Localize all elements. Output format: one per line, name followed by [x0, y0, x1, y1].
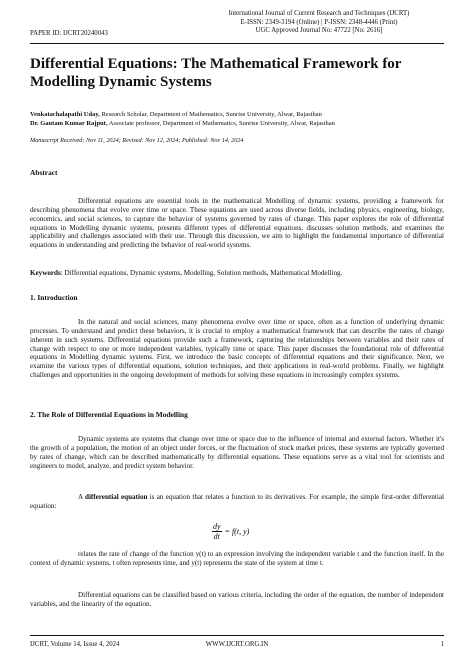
page-number: 1 — [440, 641, 444, 648]
manuscript-dates: Manuscript Received: Nov 11, 2024; Revised: Nov 12, 2024; Published: Nov 14, 2024 — [30, 137, 244, 144]
journal-name: International Journal of Current Research and Techniques (IJCRT) — [228, 10, 410, 17]
differential-equation — [212, 520, 249, 542]
footer-website: WWW.IJCRT.ORG.IN — [205, 641, 269, 648]
author-2 — [30, 120, 444, 129]
abstract-heading: Abstract — [30, 168, 58, 177]
section-2-paragraph-4: Differential equations can be classified based on various criteria, including the order of the equation, the number of independent variables, and the linearity of the equation. — [30, 591, 444, 608]
section-2-paragraph-3: relates the rate of change of the function y(t) to an expression involving the independent variable t and the function itself. In the context of dynamic systems, t often represents time, and y(t) represents the state of the system at time t. — [30, 550, 444, 567]
author-list — [30, 111, 444, 128]
eq-rhs: = f(t, y) — [224, 526, 250, 536]
abstract-text: Differential equations are essential tools in the mathematical Modelling of dynamic systems, providing a framework for describing phenomena that evolve over time or space. These equations are used across diverse fields, including physics, engineering, biology, economics, and social sciences, to capture the behavior of systems governed by rates of change. This paper explores the role of differential equations in Modelling dynamic systems, presents different types of differential equations, discusses solution methods, and examines the applicability and challenges associated with their use. Through this discussion, we aim to highlight the fundamental importance of differential equations in understanding and predicting the behavior of real-world systems. — [30, 197, 444, 250]
section-2-heading: 2. The Role of Differential Equations in Modelling — [30, 410, 188, 419]
footer-volume: IJCRT, Volume 14, Issue 4, 2024 — [30, 641, 120, 648]
author-2-affiliation: Associate professor, Department of Mathematics, Sunrise University, Alwar, Rajasthan — [107, 119, 335, 127]
author-1-name: Venkatachalapathi Uday, — [30, 111, 100, 118]
header-rule — [30, 43, 444, 44]
p2-text-a: A — [78, 493, 85, 501]
author-2-name: Dr. Gautam Kumar Rajput, — [30, 119, 108, 127]
journal-ugc: UGC Approved Journal No: 47722 [No: 2616] — [255, 27, 383, 35]
keywords-text: : Differential equations, Dynamic systems, Modelling, Solution methods, Mathematical Modelling. — [60, 269, 343, 277]
section-2-paragraph-1: Dynamic systems are systems that change over time or space due to the influence of internal and external factors. Whether it's the growth of a population, the motion of an object under forces, or the fluctuation of stock market prices, these systems are typically governed by rates of change, which can be described mathematically by differential equations. These equations serve as a vital tool for scientists and engineers to model, analyze, and predict system behavior. — [30, 435, 444, 470]
paper-title: Differential Equations: The Mathematical Framework for Modelling Dynamic Systems — [30, 56, 402, 90]
footer-rule — [30, 635, 444, 636]
section-1-heading: 1. Introduction — [30, 293, 78, 302]
p2-term-bold: differential equation — [85, 493, 148, 501]
section-2-paragraph-2 — [30, 493, 444, 511]
section-1-text: In the natural and social sciences, many phenomena evolve over time or space, often as a function of underlying dynamic processes. To understand and predict these behaviors, it is crucial to employ a mathematical framework that can describe the rates of change inherent in such systems. Differential equations provide such a framework, capturing the relationships between variables and their rates of change with respect to one or more independent variables, typically time or space. This paper discusses the foundational role of differential equations in Modelling dynamic systems. First, we introduce the basic concepts of differential equations and their significance. Next, we examine the various types of differential equations, solution techniques, and their applications in real-world problems. Finally, we highlight challenges and opportunities in the ongoing development of methods for solving these equations in increasingly complex systems. — [30, 318, 444, 380]
keywords-label: Keywords — [30, 269, 61, 277]
eq-numerator: dy — [213, 521, 221, 531]
paper-id: PAPER ID: IJCRT20240043 — [30, 30, 108, 37]
author-1 — [30, 111, 444, 120]
author-1-affiliation: Research Scholar, Department of Mathematics, Sunrise University, Alwar, Rajasthan — [99, 111, 322, 118]
eq-denominator: dt — [213, 531, 220, 541]
journal-info — [194, 10, 444, 36]
p2-text-b: is an equation that relates a function to its derivatives. For example, the simple first-order differential equation: — [30, 493, 444, 510]
derivative-fraction — [212, 522, 222, 541]
journal-issn: E-ISSN: 2349-3194 (Online) | P-ISSN: 2348-4446 (Print) — [240, 18, 398, 26]
keywords — [30, 269, 444, 277]
